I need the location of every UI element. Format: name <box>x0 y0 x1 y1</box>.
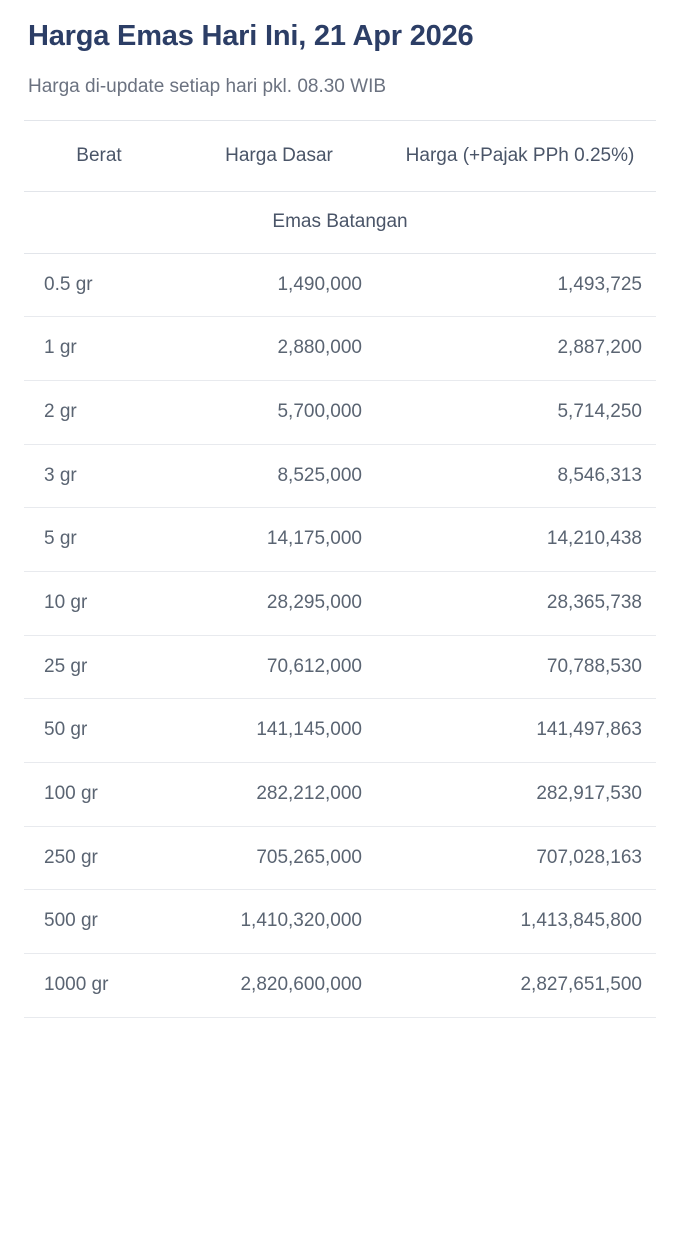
cell-weight: 5 gr <box>24 508 174 572</box>
table-row <box>24 380 656 444</box>
cell-tax-price: 14,210,438 <box>384 508 656 572</box>
table-row <box>24 508 656 572</box>
cell-base-price: 705,265,000 <box>174 826 384 890</box>
cell-base-price: 28,295,000 <box>174 572 384 636</box>
table-header <box>24 121 656 192</box>
table-row <box>24 890 656 954</box>
update-note: Harga di-update setiap hari pkl. 08.30 WIB <box>28 76 387 98</box>
table-row <box>24 763 656 827</box>
cell-tax-price: 5,714,250 <box>384 380 656 444</box>
column-header-base-price: Harga Dasar <box>174 121 384 192</box>
gold-price-table <box>24 120 656 1018</box>
table-row <box>24 317 656 381</box>
cell-tax-price: 2,887,200 <box>384 317 656 381</box>
table-row <box>24 253 656 317</box>
cell-weight: 1 gr <box>24 317 174 381</box>
gold-price-page <box>0 18 680 1018</box>
cell-tax-price: 1,413,845,800 <box>384 890 656 954</box>
page-title: Harga Emas Hari Ini, 21 Apr 2026 <box>28 20 474 52</box>
table-row <box>24 954 656 1018</box>
table-row <box>24 699 656 763</box>
cell-base-price: 2,880,000 <box>174 317 384 381</box>
cell-tax-price: 707,028,163 <box>384 826 656 890</box>
column-header-weight: Berat <box>24 121 174 192</box>
cell-tax-price: 2,827,651,500 <box>384 954 656 1018</box>
table-header-row <box>24 121 656 192</box>
cell-weight: 3 gr <box>24 444 174 508</box>
table-section-row <box>24 191 656 253</box>
cell-tax-price: 28,365,738 <box>384 572 656 636</box>
cell-weight: 500 gr <box>24 890 174 954</box>
cell-base-price: 1,410,320,000 <box>174 890 384 954</box>
table-row <box>24 572 656 636</box>
cell-base-price: 14,175,000 <box>174 508 384 572</box>
table-row <box>24 826 656 890</box>
cell-weight: 250 gr <box>24 826 174 890</box>
cell-weight: 50 gr <box>24 699 174 763</box>
column-header-tax-price: Harga (+Pajak PPh 0.25%) <box>384 121 656 192</box>
cell-weight: 10 gr <box>24 572 174 636</box>
cell-weight: 100 gr <box>24 763 174 827</box>
cell-base-price: 1,490,000 <box>174 253 384 317</box>
cell-tax-price: 141,497,863 <box>384 699 656 763</box>
cell-base-price: 2,820,600,000 <box>174 954 384 1018</box>
table-row <box>24 444 656 508</box>
cell-base-price: 141,145,000 <box>174 699 384 763</box>
cell-weight: 1000 gr <box>24 954 174 1018</box>
cell-base-price: 8,525,000 <box>174 444 384 508</box>
cell-weight: 25 gr <box>24 635 174 699</box>
cell-tax-price: 8,546,313 <box>384 444 656 508</box>
cell-base-price: 282,212,000 <box>174 763 384 827</box>
cell-tax-price: 282,917,530 <box>384 763 656 827</box>
section-label: Emas Batangan <box>24 191 656 253</box>
cell-weight: 0.5 gr <box>24 253 174 317</box>
table-body <box>24 191 656 1017</box>
cell-tax-price: 1,493,725 <box>384 253 656 317</box>
cell-tax-price: 70,788,530 <box>384 635 656 699</box>
cell-weight: 2 gr <box>24 380 174 444</box>
cell-base-price: 5,700,000 <box>174 380 384 444</box>
table-row <box>24 635 656 699</box>
cell-base-price: 70,612,000 <box>174 635 384 699</box>
